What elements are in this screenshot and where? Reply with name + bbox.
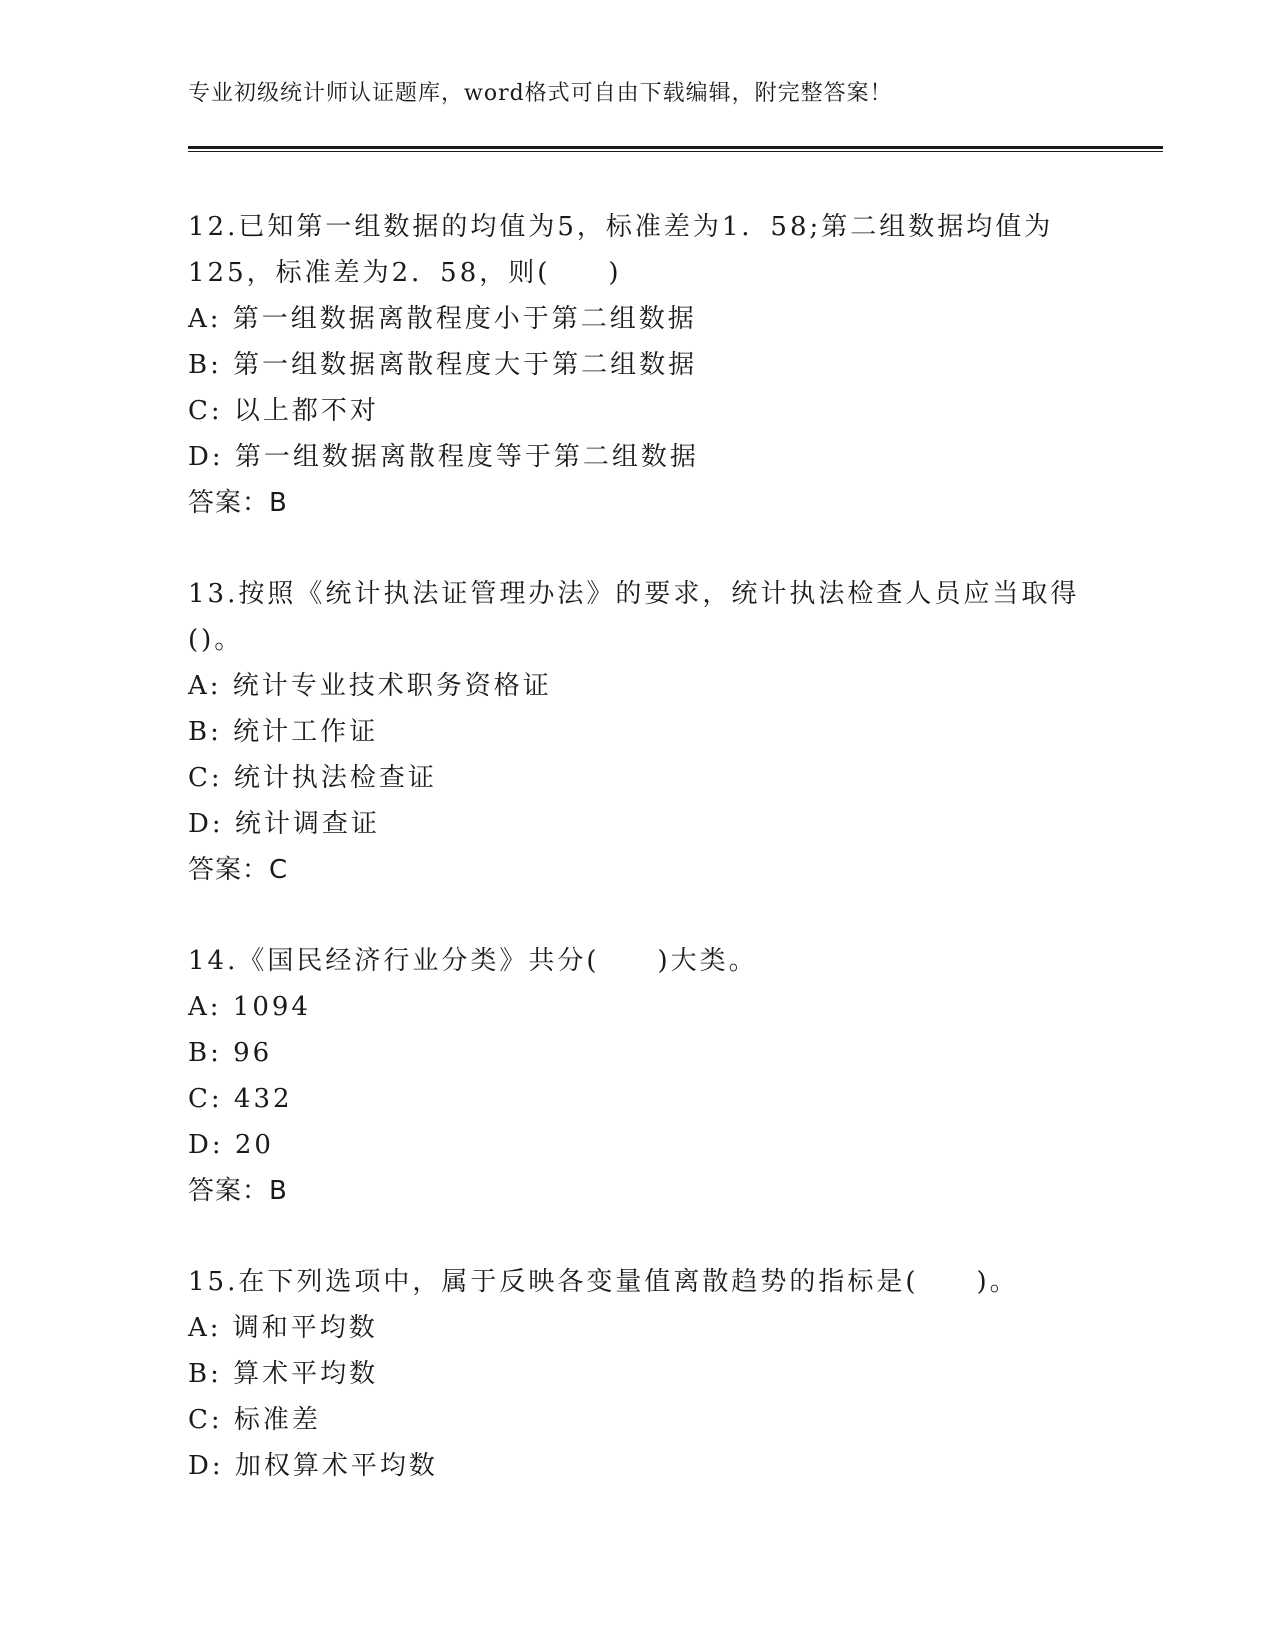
option-a: A: 1094 [188,992,311,1022]
answer: 答案：C [188,855,289,885]
option-c: C: 标准差 [188,1405,321,1435]
option-b: B: 96 [188,1038,273,1068]
question-list [188,204,1088,1534]
option-b: B: 统计工作证 [188,717,379,747]
question-text: 125，标准差为2．58，则( ) [188,258,622,288]
option-c: C: 统计执法检查证 [188,763,437,793]
question-text: 14.《国民经济行业分类》共分( )大类。 [188,946,758,976]
option-b: B: 第一组数据离散程度大于第二组数据 [188,350,698,380]
option-c: C: 以上都不对 [188,396,379,426]
option-d: D: 加权算术平均数 [188,1451,438,1481]
question-text: ()。 [188,625,244,655]
question-13 [188,571,1088,893]
header-rule-thick [188,146,1163,149]
option-b: B: 算术平均数 [188,1359,379,1389]
option-d: D: 20 [188,1130,274,1160]
header-rule-thin [188,151,1163,152]
question-text: 15.在下列选项中，属于反映各变量值离散趋势的指标是( )。 [188,1267,1019,1297]
question-text: 13.按照《统计执法证管理办法》的要求，统计执法检查人员应当取得 [188,579,1080,609]
answer: 答案：B [188,488,288,518]
option-d: D: 统计调查证 [188,809,380,839]
answer: 答案：B [188,1176,288,1206]
option-a: A: 统计专业技术职务资格证 [188,671,552,701]
question-12 [188,204,1088,526]
question-15 [188,1259,1088,1489]
option-c: C: 432 [188,1084,293,1114]
option-d: D: 第一组数据离散程度等于第二组数据 [188,442,699,472]
option-a: A: 第一组数据离散程度小于第二组数据 [188,304,697,334]
question-text: 12.已知第一组数据的均值为5，标准差为1．58;第二组数据均值为 [188,212,1054,242]
question-14 [188,938,1088,1214]
option-a: A: 调和平均数 [188,1313,378,1343]
page-header: 专业初级统计师认证题库，word格式可自由下载编辑，附完整答案！ [188,81,893,106]
